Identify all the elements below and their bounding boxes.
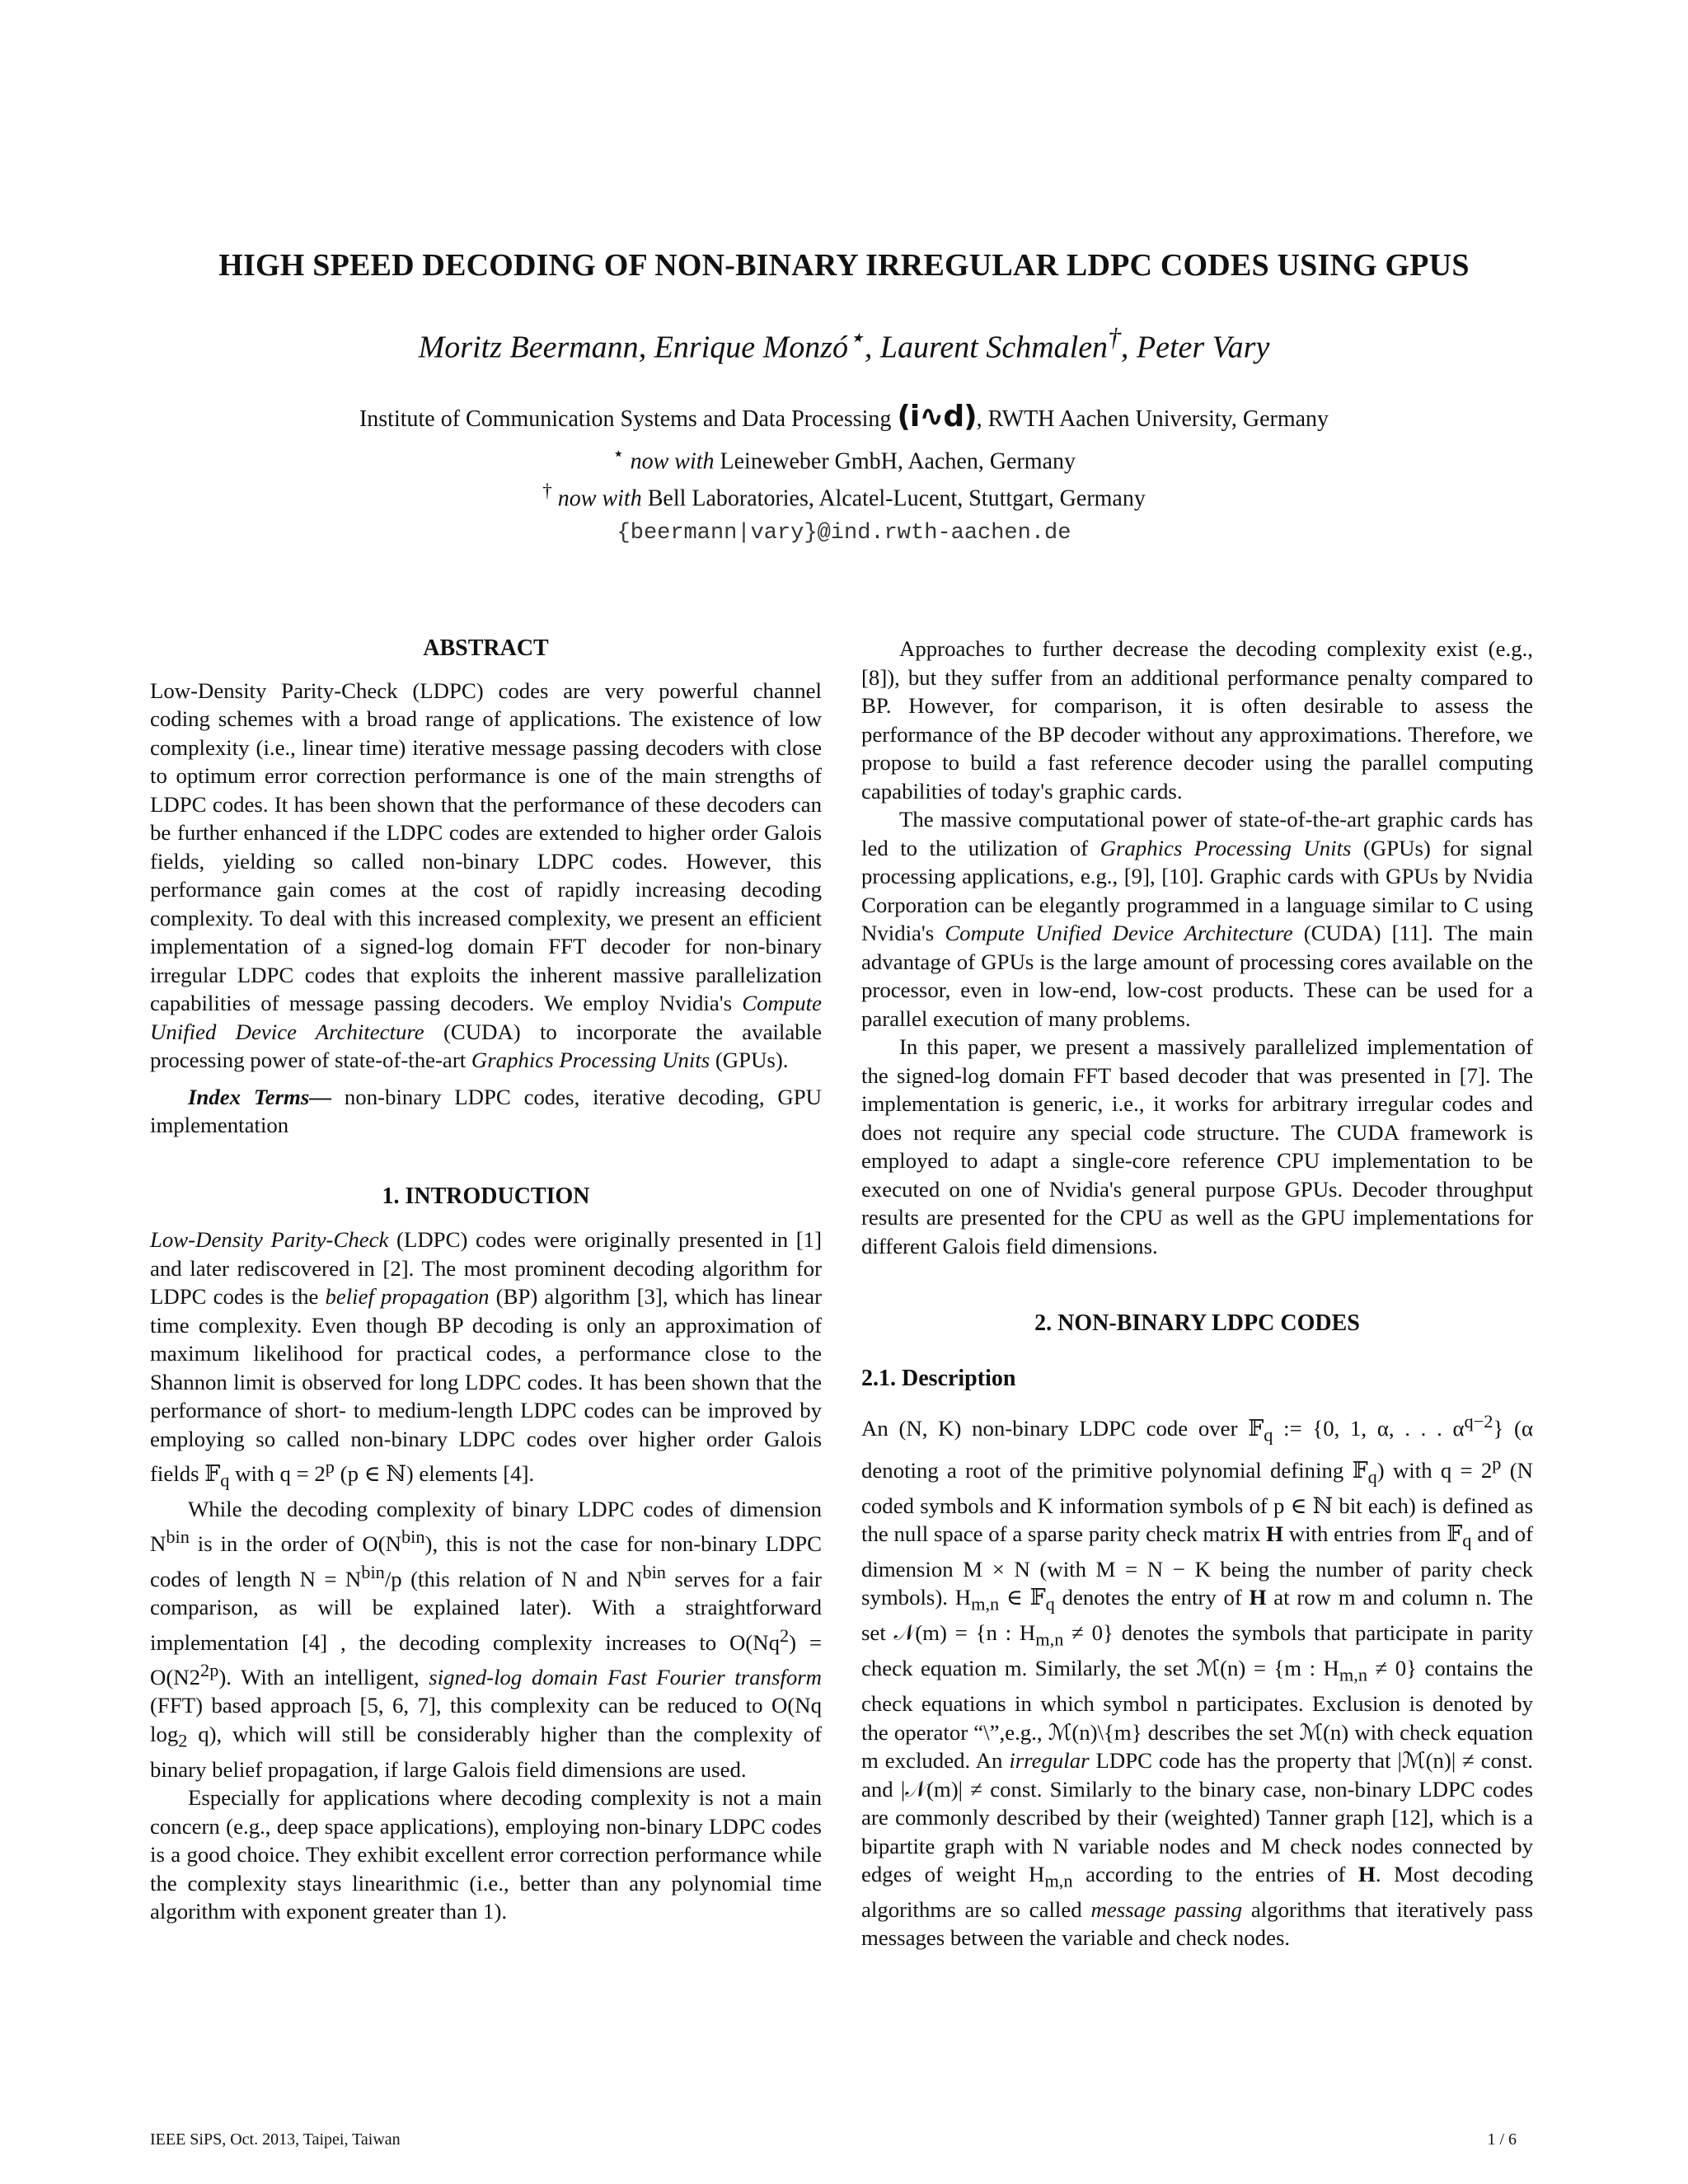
desc-h: ∈ 𝔽 [999,1585,1046,1610]
abstract-text-end: (GPUs). [710,1047,789,1072]
sup-bin: bin [401,1526,425,1548]
sub-q: q [1045,1593,1055,1615]
affiliation-main [0,400,1688,434]
sub-q: q [220,1469,230,1491]
intro-p2-e: serves for a fair comparison, as will be explained later). With a straightforward implementation [4] , the decoding complexity increases to O(Nq [150,1566,822,1655]
star-footnote-mark: ⋆ [848,323,865,352]
affiliation-institute: Institute of Communication Systems and Data Processing [359,406,892,432]
right-paragraph-3: In this paper, we present a massively parallelized implementation of the signed-log domain FFT based decoder that was presented in [7]. The implementation is generic, i.e., it works for arbitrary irregular codes and does not require any special code structure. The CUDA framework is employed to adapt a single-core reference CPU implementation to be executed on one of Nvidia's general purpose GPUs. Decoder throughput results are presented for the CPU as well as the GPU implementations for different Galois field dimensions. [861,1034,1533,1258]
desc-l: ≠ 0} contains the check equations in which symbol n participates. Exclusion is denoted by the operator “\”,e.g., ℳ(n)\{m} describes the set ℳ(n) with check equation m excluded. An [861,1656,1533,1773]
desc-j: at row m and column n. The set 𝒩(m) = {n : H [861,1585,1534,1646]
sup-2p: 2p [200,1660,219,1681]
sup-bin: bin [642,1561,666,1582]
desc-g: and of dimension M × N (with M = N − K being the number of parity check symbols). H [861,1521,1533,1610]
intro-p1-b: (BP) algorithm [3], which has linear time complexity. Even though BP decoding is only an approximation of maximum likelihood for practical codes, a performance close to the Shannon limit is observed for long LDPC codes. It has been shown that the performance of short- to medium-length LDPC codes can be improved by employing so called non-binary LDPC codes over higher order Galois fields 𝔽 [150,1284,823,1486]
dagger-footnote-mark: † [1108,323,1121,352]
dagger-affiliation-text: Bell Laboratories, Alcatel-Lucent, Stuttgart, Germany [641,485,1146,512]
sub-mn: m,n [1044,1870,1073,1891]
abstract-text-mid: (CUDA) to incorporate the available processing power of state-of-the-art [150,1019,822,1072]
desc-f: with entries from 𝔽 [1282,1521,1463,1547]
left-column [150,635,822,1926]
desc-e: (N coded symbols and K information symbols of p ∈ ℕ bit each) is defined as the null space of a sparse parity check matrix [861,1457,1533,1547]
abstract-text: Low-Density Parity-Check (LDPC) codes are very powerful channel coding schemes with a broad range of applications. The existence of low complexity (i.e., linear time) iterative message passing decoders with close to optimum error correction performance is one of the main strengths of LDPC codes. It has been shown that the performance of these decoders can be further enhanced if the LDPC codes are extended to higher order Galois fields, yielding so called non-binary LDPC codes. However, this performance gain comes at the cost of rapidly increasing decoding complexity. To deal with this increased complexity, we present an efficient implementation of a signed-log domain FFT decoder for non-binary irregular LDPC codes that exploits the inherent massive parallelization capabilities of message passing decoders. We employ Nvidia's [150,677,822,1015]
star-now-with: now with [630,448,715,475]
desc-a: An (N, K) non-binary LDPC code over 𝔽 [861,1415,1264,1441]
desc-c: } (α denoting a root of the primitive polynomial defining 𝔽 [861,1415,1533,1483]
matrix-h: H [1357,1862,1376,1886]
sub-q: q [1462,1530,1472,1551]
star-mark: ⋆ [612,443,625,465]
desc-p: algorithms that iteratively pass messages between the variable and check nodes. [861,1896,1534,1951]
intro-p2-f: ) = O(N2 [150,1629,822,1690]
abstract-paragraph [150,677,822,1075]
introduction-heading: 1. INTRODUCTION [382,1183,590,1209]
intro-paragraph-2 [150,1495,822,1784]
intro-p2-a: While the decoding complexity of binary LDPC codes of dimension N [150,1496,822,1557]
author-list: Moritz Beermann, Enrique Monzó⋆, Laurent Schmalen†, Peter Vary [418,323,1270,365]
sub-2: 2 [178,1730,188,1751]
star-affiliation-text: Leineweber GmbH, Aachen, Germany [714,448,1076,475]
right-paragraph-1: Approaches to further decrease the decoding complexity exist (e.g., [8]), but they suffer from an additional performance penalty compared to BP. However, for comparison, it is often desirable to assess the performance of the BP decoder without any approximations. Therefore, we propose to build a fast reference decoder using the parallel computing capabilities of today's graphic cards. [861,636,1533,804]
desc-d: ) with q = 2 [1376,1457,1493,1483]
desc-o: . Most decoding algorithms are so called [861,1862,1534,1922]
intro-paragraph-3: Especially for applications where decoding complexity is not a main concern (e.g., deep space applications), employing non-binary LDPC codes is a good choice. They exhibit excellent error correction performance while the complexity stays linearithmic (i.e., better than any polynomial time algorithm with exponent greater than 1). [150,1785,822,1924]
sub-q: q [1264,1424,1273,1446]
right-p2-c: (CUDA) [11]. The main advantage of GPUs is the large amount of processing cores available on the processor, even in low-end, low-cost products. These can be used for a parallel execution of many problems. [861,921,1533,1031]
matrix-h: H [1249,1585,1267,1610]
em-irregular: irregular [1009,1748,1090,1773]
em-ldpc: Low-Density Parity-Check [150,1227,389,1252]
right-column [861,635,1533,1952]
abstract-heading: ABSTRACT [423,635,549,661]
affiliation-star [0,442,1688,475]
intro-p1-d: (p ∈ ℕ) elements [4]. [334,1460,535,1486]
author-monzo: Enrique Monzó [654,330,849,365]
em-gpu: Graphics Processing Units [1100,835,1352,860]
description-paragraph [861,1408,1533,1952]
dagger-now-with: now with [557,485,642,512]
intro-p2-h: (FFT) based approach [5, 6, 7], this complexity can be reduced to O(Nq log [150,1693,822,1746]
em-message-passing: message passing [1090,1896,1243,1922]
desc-k: ≠ 0} denotes the symbols that participate in parity check equation m. Similarly, the set ℳ(n) = {m : H [861,1620,1533,1681]
em-belief-propagation: belief propagation [325,1284,490,1309]
right-paragraph-2 [861,805,1533,1033]
section-2-heading: 2. NON-BINARY LDPC CODES [1034,1310,1360,1336]
matrix-h: H [1266,1521,1283,1547]
right-p2-a: The massive computational power of state-of-the-art graphic cards has led to the utilization of [861,807,1533,860]
index-terms [150,1083,822,1140]
desc-b: := {0, 1, α, . . . α [1273,1415,1465,1441]
author-vary: Peter Vary [1136,330,1270,365]
sup-bin: bin [166,1526,190,1548]
right-p2-b: (GPUs) for signal processing applications, e.g., [9], [10]. Graphic cards with GPUs by Nvidia Corporation can be elegantly programmed in a language similar to C using Nvidia's [861,835,1533,945]
paper-title: HIGH SPEED DECODING OF NON-BINARY IRREGULAR LDPC CODES USING GPUS [218,248,1470,283]
intro-p1-c: with q = 2 [229,1460,326,1486]
index-terms-text: non-binary LDPC codes, iterative decoding, GPU implementation [150,1084,822,1137]
desc-n: according to the entries of [1072,1862,1358,1886]
dagger-mark: † [542,480,552,502]
sup-p: p [325,1456,335,1477]
sup-q-2: q−2 [1464,1411,1493,1432]
subsection-2-1-heading: 2.1. Description [861,1365,1016,1391]
footer-venue: IEEE SiPS, Oct. 2013, Taipei, Taiwan [150,2130,401,2149]
intro-p2-i: q), which will still be considerably higher than the complexity of binary belief propagation, if large Galois field dimensions are used. [150,1721,822,1782]
sup-p: p [1492,1452,1502,1474]
index-terms-label: Index Terms— [188,1084,332,1109]
desc-m: LDPC code has the property that |ℳ(n)| ≠ const. and |𝒩(m)| ≠ const. Similarly to the binary case, non-binary LDPC codes are commonly described by their (weighted) Tanner graph [12], which is a bipartite graph with N variable nodes and M check nodes connected by edges of weight H [861,1748,1533,1886]
ind-logo-icon: (i∿d) [897,400,977,434]
sub-q: q [1367,1466,1377,1488]
page-number: 1 / 6 [1487,2130,1517,2149]
intro-p2-b: is in the order of O(N [189,1531,401,1557]
intro-p2-g: ). With an intelligent, [218,1664,429,1690]
intro-p1-a: (LDPC) codes were originally presented in [1] and later rediscovered in [2]. The most prominent decoding algorithm for LDPC codes is the [150,1227,822,1309]
intro-p2-d: /p (this relation of N and N [384,1566,643,1591]
sub-mn: m,n [1339,1664,1368,1685]
author-schmalen: Laurent Schmalen [879,330,1109,365]
sup-2: 2 [779,1624,790,1646]
abstract-em-cuda: Compute Unified Device Architecture [150,991,822,1044]
sup-bin: bin [361,1561,385,1582]
sub-mn: m,n [1035,1629,1064,1650]
sub-mn: m,n [971,1593,1000,1615]
intro-paragraph-1 [150,1226,822,1495]
affiliation-dagger [0,480,1688,512]
em-signed-log-fft: signed-log domain Fast Fourier transform [429,1664,822,1690]
abstract-em-gpu: Graphics Processing Units [471,1047,710,1072]
desc-i: denotes the entry of [1054,1585,1250,1610]
contact-email: {beermann|vary}@ind.rwth-aachen.de [617,521,1071,546]
em-cuda: Compute Unified Device Architecture [945,921,1293,945]
intro-p2-c: ), this is not the case for non-binary LDPC codes of length N = N [150,1531,822,1591]
affiliation-university: , RWTH Aachen University, Germany [976,406,1329,432]
author-beermann: Moritz Beermann [418,330,639,365]
